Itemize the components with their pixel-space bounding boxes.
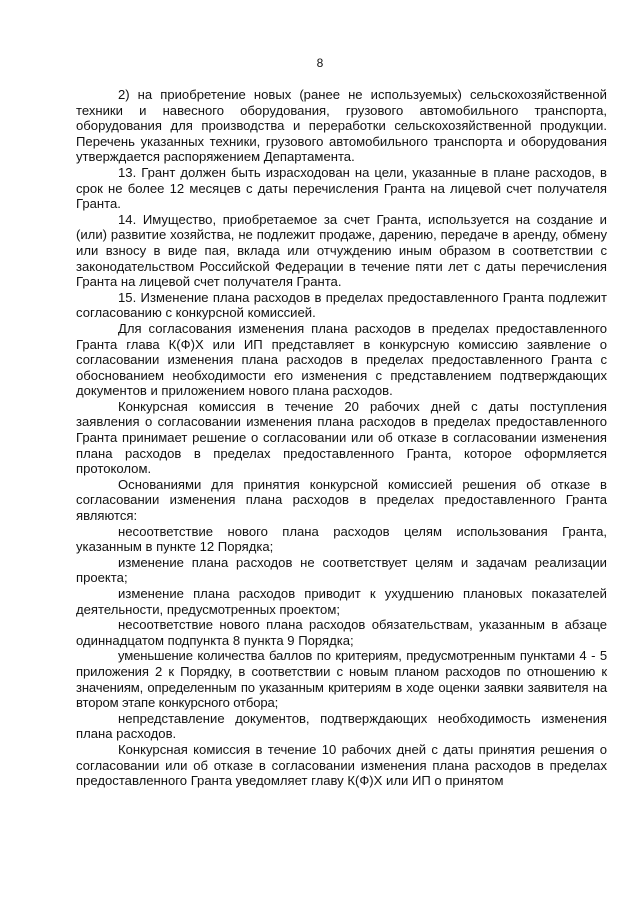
refusal-ground-item: уменьшение количества баллов по критериям, предусмотренным пунктами 4 - 5 приложения 2 к Порядку, в соответствии с новым планом расходов по отношению к значениям, определенным по указанным критериям в ходе оценки заявки заявителя на втором этапе конкурсного отбора; [76, 648, 607, 711]
paragraph-15: 15. Изменение плана расходов в пределах предоставленного Гранта подлежит согласованию с конкурсной комиссией. [76, 289, 607, 321]
paragraph-14: 14. Имущество, приобретаемое за счет Гранта, используется на создание и (или) развитие хозяйства, не подлежит продаже, дарению, передаче в аренду, обмену или взносу в виде пая, вклада или отчуждению иным образом в соответствии с законодательством Российской Федерации в течение пяти лет с даты перечисления Гранта на лицевой счет получателя Гранта. [76, 211, 607, 290]
paragraph-13: 13. Грант должен быть израсходован на цели, указанные в плане расходов, в срок не более 12 месяцев с даты перечисления Гранта на лицевой счет получателя Гранта. [76, 164, 607, 212]
refusal-ground-item: изменение плана расходов не соответствует целям и задачам реализации проекта; [76, 554, 607, 586]
paragraph-15-notification: Конкурсная комиссия в течение 10 рабочих дней с даты принятия решения о согласовании или об отказе в согласовании изменения плана расходов в пределах предоставленного Гранта уведомляет главу К(Ф)Х или ИП о принятом [76, 741, 607, 789]
page-number: 8 [316, 56, 324, 70]
refusal-ground-item: изменение плана расходов приводит к ухудшению плановых показателей деятельности, предусмотренных проектом; [76, 586, 607, 617]
paragraph-15-procedure: Для согласования изменения плана расходов в пределах предоставленного Гранта глава К(Ф)Х или ИП представляет в конкурсную комиссию заявление о согласовании изменения плана расходов в пределах предоставленного Гранта с обоснованием необходимости его изменения с представлением подтверждающих документов и приложением нового плана расходов. [76, 320, 607, 399]
paragraph-15-commission-decision: Конкурсная комиссия в течение 20 рабочих дней с даты поступления заявления о согласовании изменения плана расходов в пределах предоставленного Гранта принимает решение о согласовании или об отказе в согласовании изменения плана расходов в пределах предоставленного Гранта, которое оформляется протоколом. [76, 398, 607, 477]
refusal-ground-item: несоответствие нового плана расходов обязательствам, указанным в абзаце одиннадцатом подпункта 8 пункта 9 Порядка; [76, 617, 607, 648]
paragraph-15-refusal-grounds: Основаниями для принятия конкурсной комиссией решения об отказе в согласовании изменения плана расходов в пределах предоставленного Гранта являются: [76, 476, 607, 524]
paragraph-item-2: 2) на приобретение новых (ранее не используемых) сельскохозяйственной техники и навесного оборудования, грузового автомобильного транспорта, оборудования для производства и переработки сельскохозяйственной продукции. Перечень указанных техники, грузового автомобильного транспорта и оборудования утверждается распоряжением Департамента. [76, 87, 607, 165]
refusal-ground-item: непредставление документов, подтверждающих необходимость изменения плана расходов. [76, 710, 607, 742]
refusal-ground-item: несоответствие нового плана расходов целям использования Гранта, указанным в пункте 12 Порядка; [76, 523, 607, 555]
document-body [76, 87, 607, 789]
